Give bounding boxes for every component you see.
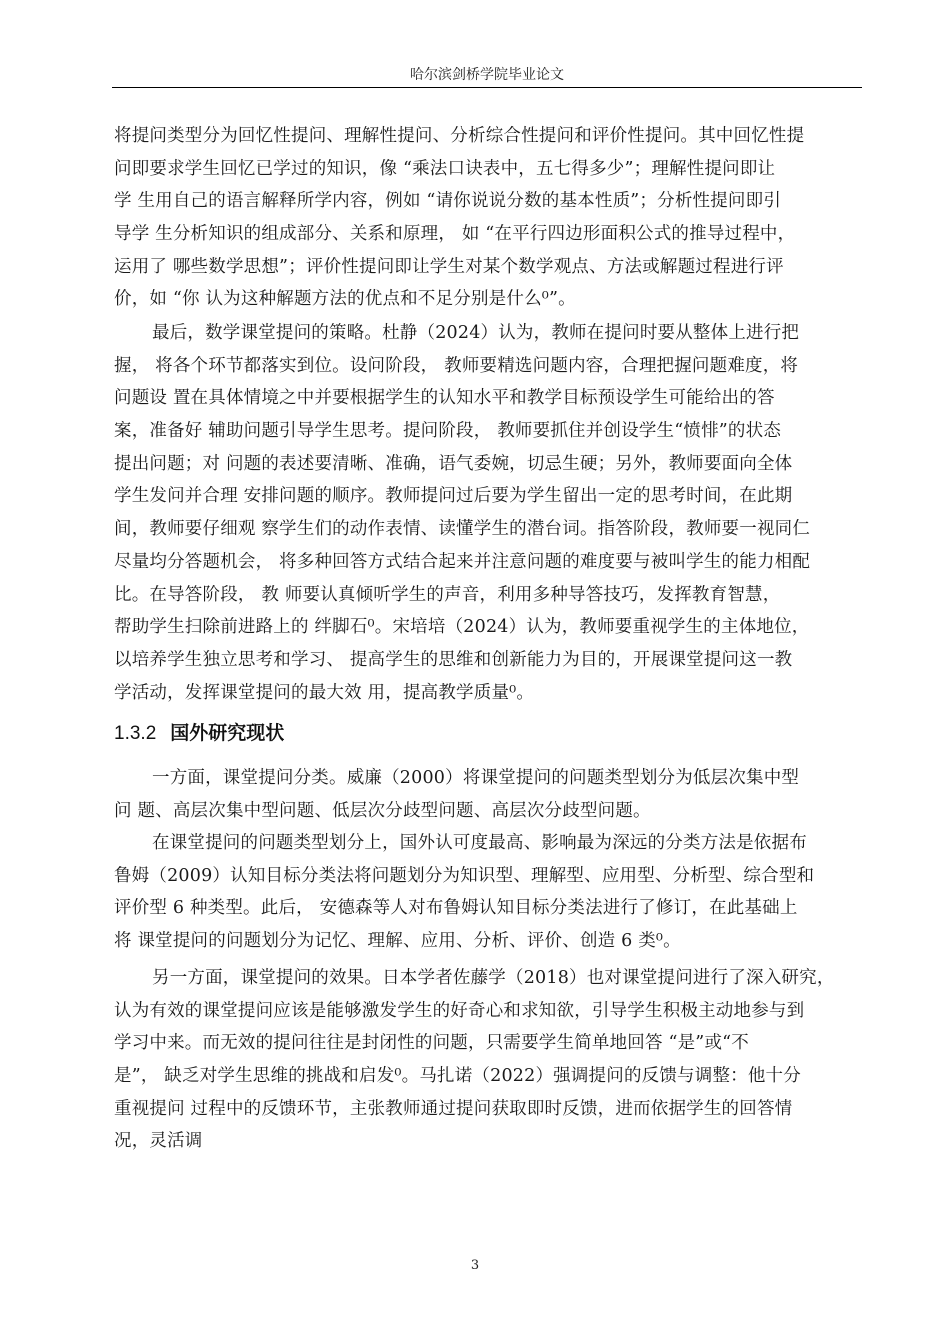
paragraph-bloom bbox=[114, 827, 862, 958]
section-title: 国外研究现状 bbox=[170, 722, 285, 744]
text-line: 运用了 哪些数学思想”；评价性提问即让学生对某个数学观点、方法或解题过程进行评 bbox=[114, 256, 784, 277]
text-line: 学 生用自己的语言解释所学内容，例如 “请你说说分数的基本性质”；分析性提问即引 bbox=[114, 191, 782, 212]
text-line: 最后，数学课堂提问的策略。杜静（2024）认为，教师在提问时要从整体上进行把 bbox=[152, 323, 800, 343]
text-line: 握， 将各个环节都落实到位。设问阶段， 教师要精选问题内容，合理把握问题难度，将 bbox=[114, 355, 799, 376]
text-line: 重视提问 过程中的反馈环节，主张教师通过提问获取即时反馈，进而依据学生的回答情 bbox=[114, 1098, 793, 1119]
section-number: 1.3.2 bbox=[114, 723, 157, 744]
text-line: 认为有效的课堂提问应该是能够激发学生的好奇心和求知欲，引导学生积极主动地参与到 bbox=[114, 1000, 805, 1021]
text-line: 将 课堂提问的问题划分为记忆、理解、应用、分析、评价、创造 6 类⁰。 bbox=[114, 931, 681, 952]
text-line: 学活动，发挥课堂提问的最大效 用，提高教学质量⁰。 bbox=[114, 682, 535, 703]
text-line: 价，如 “你 认为这种解题方法的优点和不足分别是什么⁰”。 bbox=[114, 289, 576, 310]
text-line: 帮助学生扫除前进路上的 绊脚石⁰。宋培培（2024）认为，教师要重视学生的主体地位， bbox=[114, 617, 810, 638]
text-line: 比。在导答阶段， 教 师要认真倾听学生的声音，利用多种导答技巧，发挥教育智慧， bbox=[114, 584, 781, 605]
header-rule bbox=[112, 87, 862, 88]
text-line: 学生发问并合理 安排问题的顺序。教师提问过后要为学生留出一定的思考时间，在此期 bbox=[114, 486, 793, 507]
page-number: 3 bbox=[470, 1258, 480, 1273]
text-line: 评价型 6 种类型。此后， 安德森等人对布鲁姆认知目标分类法进行了修订，在此基础上 bbox=[114, 898, 798, 919]
text-line: 将提问类型分为回忆性提问、理解性提问、分析综合性提问和评价性提问。其中回忆性提 bbox=[114, 126, 805, 146]
text-line: 况，灵活调 bbox=[114, 1131, 203, 1152]
text-line: 间，教师要仔细观 察学生们的动作表情、读懂学生的潜台词。指答阶段，教师要一视同仁 bbox=[114, 519, 811, 540]
text-line: 问即要求学生回忆已学过的知识，像 “乘法口诀表中，五七得多少”；理解性提问即让 bbox=[114, 158, 776, 179]
text-line: 以培养学生独立思考和学习、 提高学生的思维和创新能力为目的，开展课堂提问这一教 bbox=[114, 649, 793, 670]
text-line: 案，准备好 辅助问题引导学生思考。提问阶段， 教师要抓住并创设学生“愤悱”的状态 bbox=[114, 421, 782, 442]
text-line: 提出问题；对 问题的表述要清晰、准确，语气委婉，切忌生硬；另外，教师要面向全体 bbox=[114, 453, 793, 474]
text-line: 另一方面，课堂提问的效果。日本学者佐藤学（2018）也对课堂提问进行了深入研究， bbox=[152, 968, 835, 988]
paragraph-question-types bbox=[114, 120, 862, 316]
paragraph-strategies bbox=[114, 317, 862, 709]
text-line: 学习中来。而无效的提问往往是封闭性的问题，只需要学生简单地回答 “是”或“不 bbox=[114, 1033, 749, 1054]
paragraph-classification bbox=[114, 762, 862, 827]
running-header: 哈尔滨剑桥学院毕业论文 bbox=[410, 67, 564, 83]
text-line: 问题设 置在具体情境之中并要根据学生的认知水平和教学目标预设学生可能给出的答 bbox=[114, 388, 775, 409]
text-line: 一方面，课堂提问分类。威廉（2000）将课堂提问的问题类型划分为低层次集中型 bbox=[152, 768, 800, 788]
text-line: 问 题、高层次集中型问题、低层次分歧型问题、高层次分歧型问题。 bbox=[114, 800, 651, 821]
paragraph-effects bbox=[114, 962, 862, 1158]
text-line: 尽量均分答题机会， 将多种回答方式结合起来并注意问题的难度要与被叫学生的能力相配 bbox=[114, 551, 811, 572]
text-line: 是”， 缺乏对学生思维的挑战和启发⁰。马扎诺（2022）强调提问的反馈与调整：他十分 bbox=[114, 1066, 801, 1087]
section-heading bbox=[114, 718, 284, 745]
text-line: 鲁姆（2009）认知目标分类法将问题划分为知识型、理解型、应用型、分析型、综合型和 bbox=[114, 865, 815, 886]
text-line: 导学 生分析知识的组成部分、关系和原理， 如 “在平行四边形面积公式的推导过程中， bbox=[114, 224, 796, 245]
text-line: 在课堂提问的问题类型划分上，国外认可度最高、影响最为深远的分类方法是依据布 bbox=[152, 833, 807, 853]
